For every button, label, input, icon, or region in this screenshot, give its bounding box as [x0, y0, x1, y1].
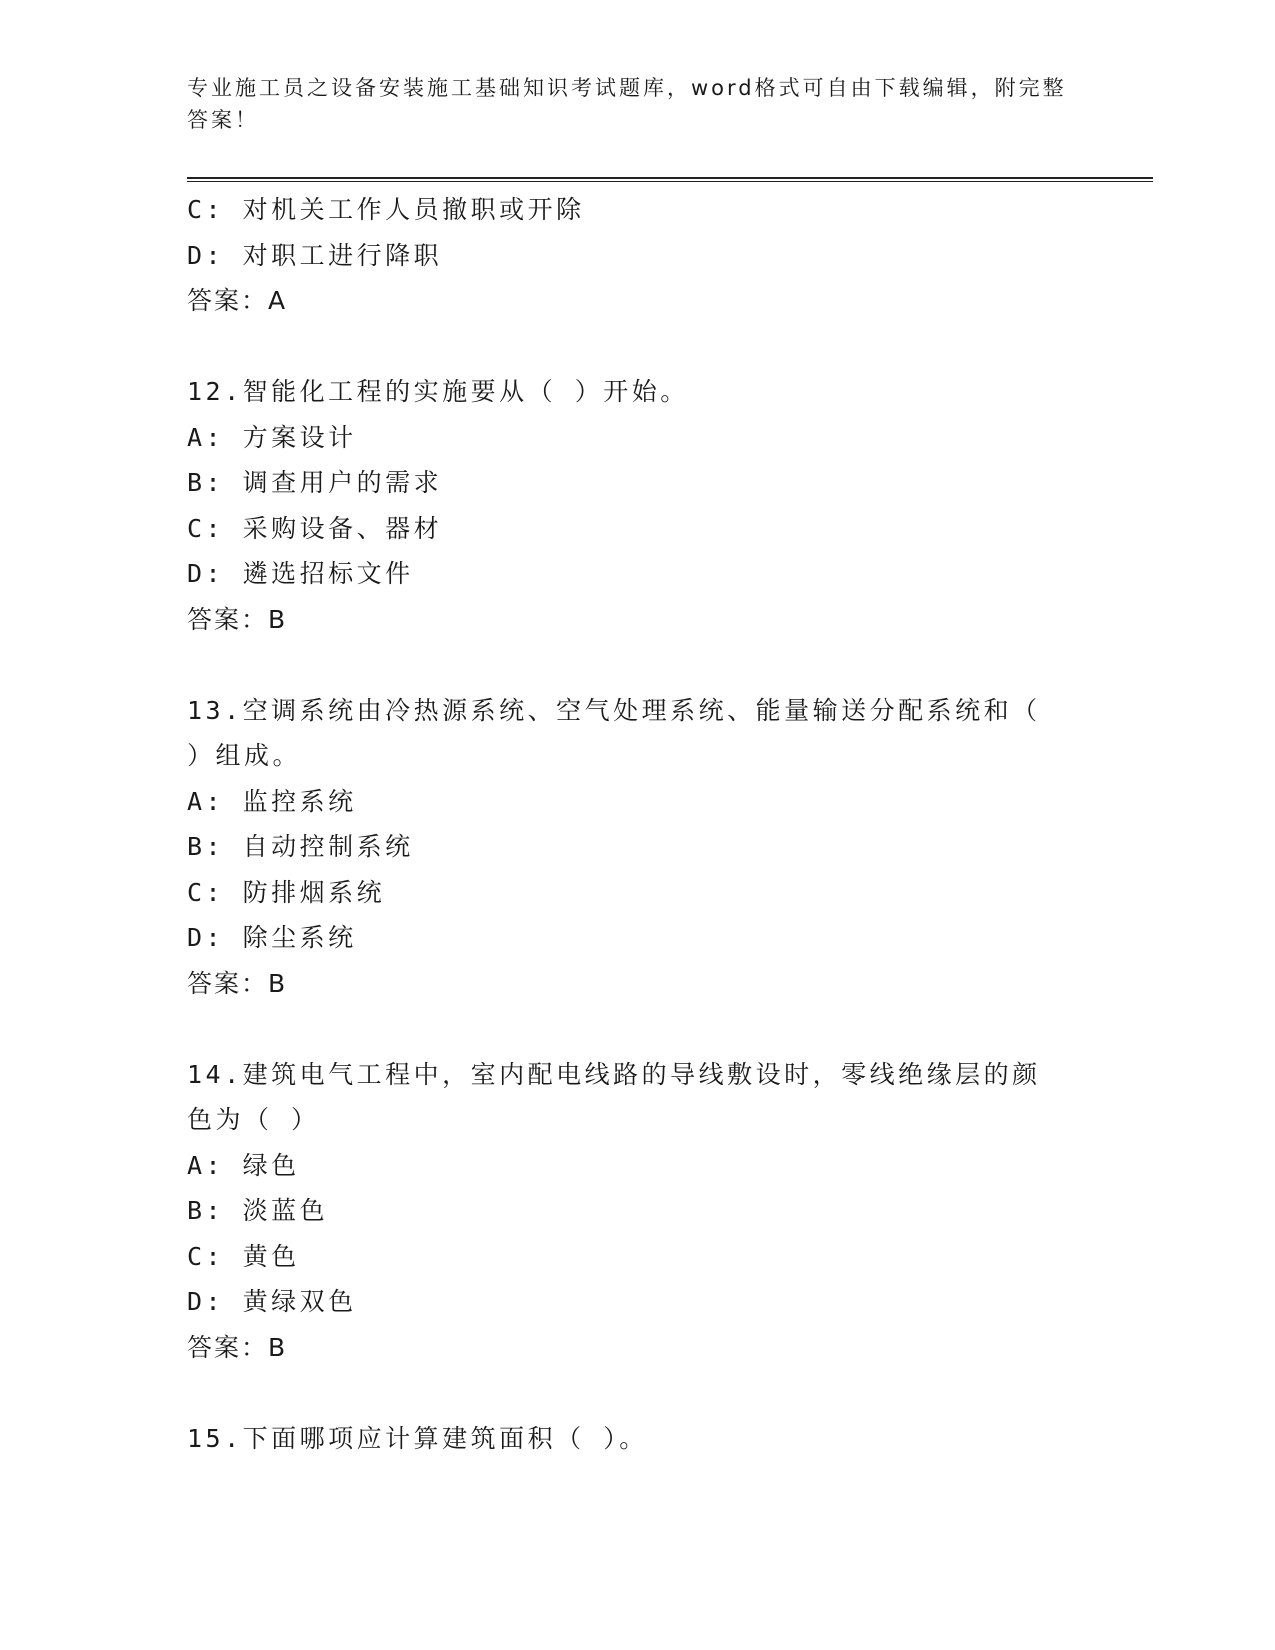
question-stem: 12.智能化工程的实施要从（ ）开始。: [187, 377, 689, 406]
question-stem: 15.下面哪项应计算建筑面积（ ）。: [187, 1423, 648, 1453]
option-a: A: 方案设计: [187, 422, 357, 452]
option-b: B: 自动控制系统: [187, 832, 414, 861]
spacer: [187, 1006, 1087, 1052]
option-d: D: 对职工进行降职: [187, 240, 443, 270]
option-b: B: 淡蓝色: [187, 1196, 329, 1225]
header-divider-thin: [187, 181, 1153, 182]
option-c: C: 黄色: [187, 1241, 300, 1271]
question-stem: 14.建筑电气工程中，室内配电线路的导线敷设时，零线绝缘层的颜色为（ ）: [187, 1059, 1041, 1134]
answer-line: 答案：A: [187, 286, 288, 315]
option-c: C: 对机关工作人员撤职或开除: [187, 195, 585, 224]
option-d: D: 黄绿双色: [187, 1287, 357, 1316]
page-header: 专业施工员之设备安装施工基础知识考试题库，word格式可自由下载编辑，附完整答案！: [187, 76, 1067, 132]
spacer: [187, 1370, 1087, 1416]
spacer: [187, 642, 1087, 688]
answer-line: 答案：B: [187, 604, 288, 634]
answer-line: 答案：B: [187, 1332, 288, 1362]
question-11-continued: [187, 187, 1087, 324]
question-stem: 13.空调系统由冷热源系统、空气处理系统、能量输送分配系统和（ ）组成。: [187, 695, 1041, 770]
question-13: [187, 688, 1087, 1007]
option-d: D: 遴选招标文件: [187, 559, 414, 588]
option-a: A: 监控系统: [187, 786, 357, 816]
option-c: C: 采购设备、器材: [187, 513, 443, 543]
question-15: [187, 1416, 1087, 1462]
question-12: [187, 369, 1087, 642]
option-d: D: 除尘系统: [187, 923, 357, 952]
option-c: C: 防排烟系统: [187, 877, 386, 907]
question-14: [187, 1052, 1087, 1371]
answer-line: 答案：B: [187, 968, 288, 998]
option-a: A: 绿色: [187, 1150, 300, 1180]
header-divider-thick: [187, 177, 1153, 179]
question-content: [187, 187, 1087, 1461]
option-b: B: 调查用户的需求: [187, 468, 443, 497]
spacer: [187, 324, 1087, 370]
